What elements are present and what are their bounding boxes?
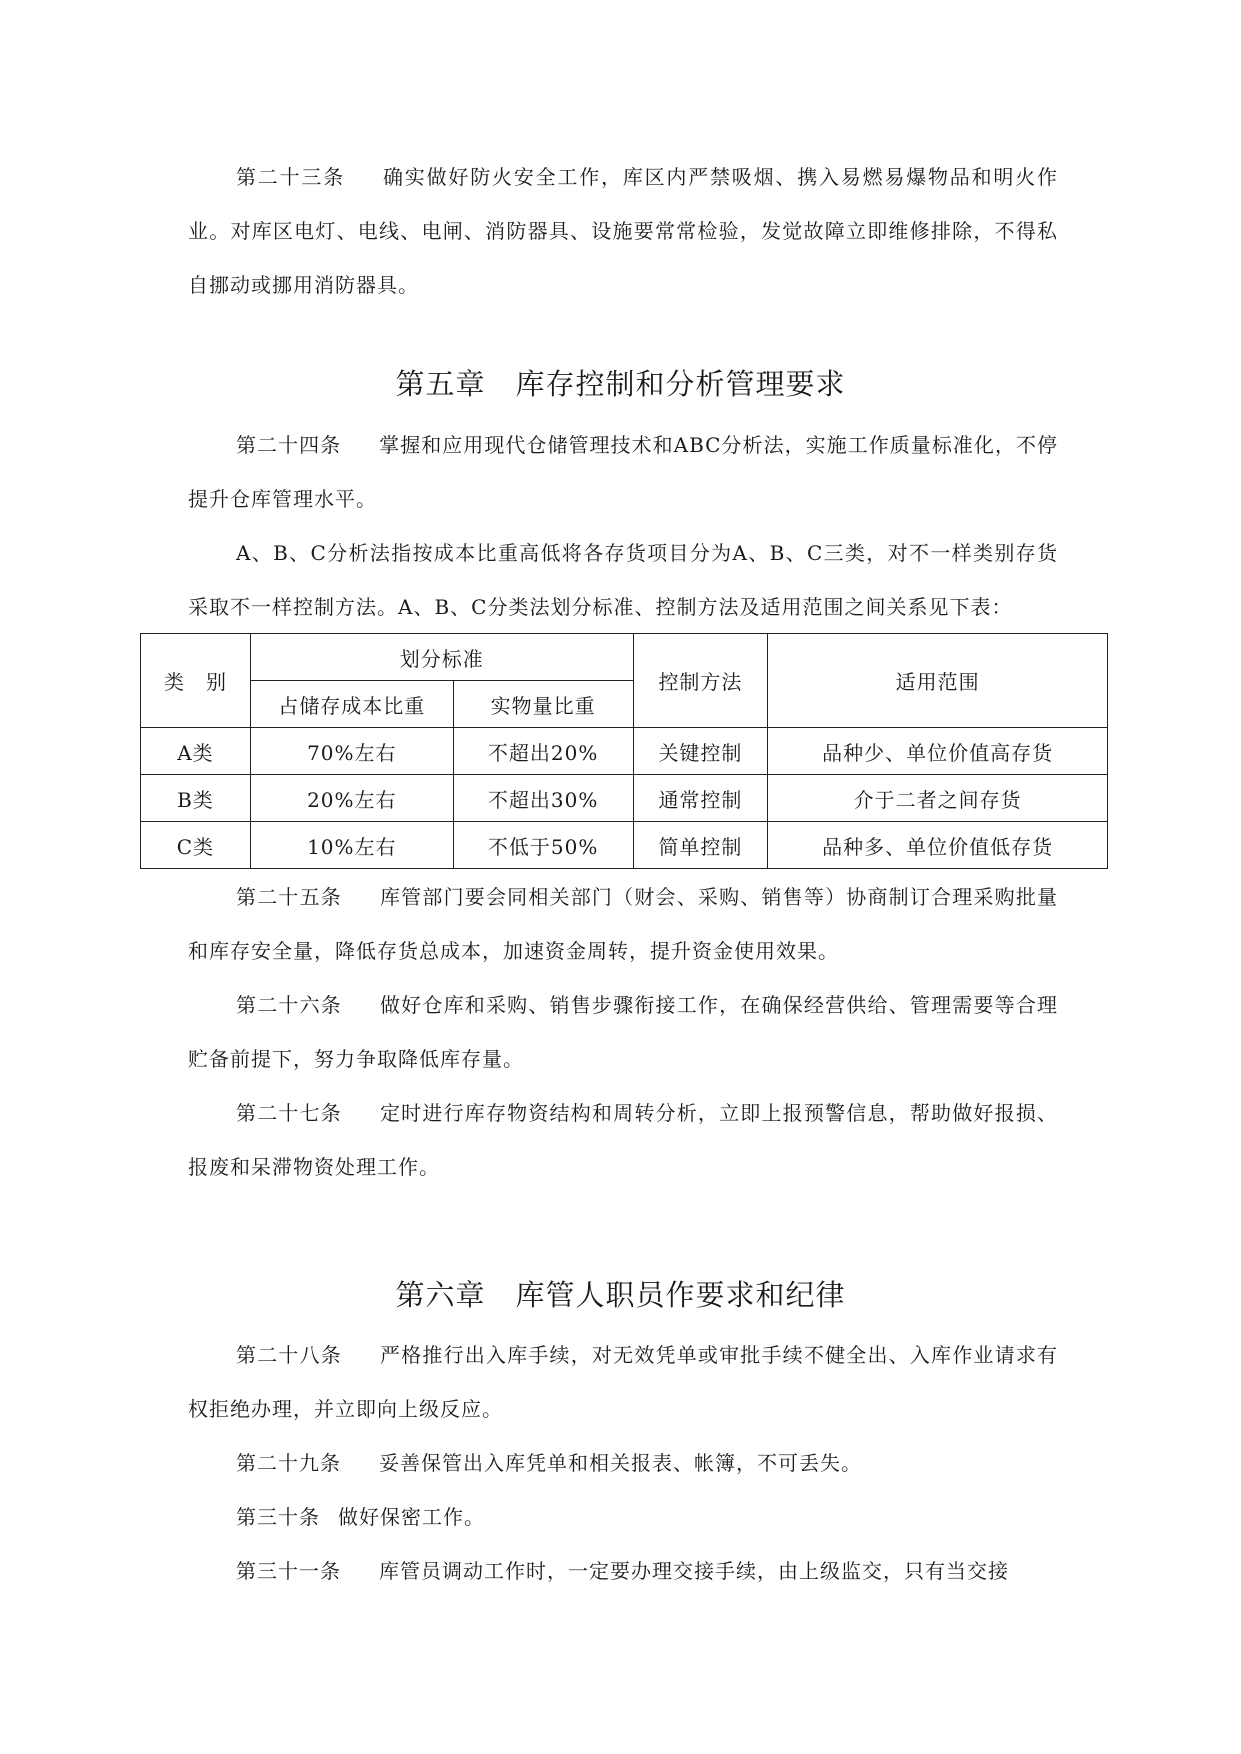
article-29 — [188, 1436, 1058, 1490]
article-text: 确实做好防火安全工作，库区内严禁吸烟、携入易燃易爆物品和明火作业。对库区电灯、电线、电闸、消防器具、设施要常常检验，发觉故障立即维修排除，不得私自挪动或挪用消防器具。 — [188, 165, 1058, 297]
article-text: 做好保密工作。 — [338, 1505, 485, 1529]
article-28 — [188, 1328, 1058, 1436]
abc-intro-paragraph: A、B、C分析法指按成本比重高低将各存货项目分为A、B、C三类，对不一样类别存货采取不一样控制方法。A、B、C分类法划分标准、控制方法及适用范围之间关系见下表： — [188, 541, 1058, 619]
article-number: 第二十九条 — [236, 1451, 341, 1475]
article-number: 第二十五条 — [236, 885, 342, 909]
cell-method: 简单控制 — [633, 822, 768, 869]
article-text: 做好仓库和采购、销售步骤衔接工作，在确保经营供给、管理需要等合理贮备前提下，努力争取降低库存量。 — [188, 993, 1059, 1071]
article-number: 第二十三条 — [236, 165, 345, 189]
cell-quantity-share: 不超出30% — [453, 775, 633, 822]
article-31 — [188, 1544, 1058, 1598]
header-method: 控制方法 — [633, 634, 768, 728]
article-24 — [188, 418, 1058, 526]
article-26 — [188, 978, 1058, 1086]
cell-method: 通常控制 — [633, 775, 768, 822]
article-text: 严格推行出入库手续，对无效凭单或审批手续不健全出、入库作业请求有权拒绝办理，并立即向上级反应。 — [188, 1343, 1059, 1421]
article-number: 第三十一条 — [236, 1559, 341, 1583]
header-criteria: 划分标准 — [250, 634, 633, 681]
cell-cost-share: 10%左右 — [250, 822, 453, 869]
table-row — [141, 775, 1108, 822]
article-text: 库管员调动工作时，一定要办理交接手续，由上级监交，只有当交接 — [379, 1559, 1009, 1583]
cell-scope: 品种多、单位价值低存货 — [768, 822, 1108, 869]
article-number: 第三十条 — [236, 1505, 320, 1529]
article-27 — [188, 1086, 1058, 1194]
article-number: 第二十七条 — [236, 1101, 342, 1125]
cell-category: C类 — [141, 822, 251, 869]
chapter-title: 库管人职员作要求和纪律 — [515, 1278, 846, 1312]
article-number: 第二十四条 — [236, 433, 342, 457]
header-category: 类 别 — [141, 634, 251, 728]
chapter-5-heading — [0, 362, 1241, 403]
cell-category: B类 — [141, 775, 251, 822]
header-scope: 适用范围 — [768, 634, 1108, 728]
article-text: 定时进行库存物资结构和周转分析，立即上报预警信息，帮助做好报损、报废和呆滞物资处理工作。 — [188, 1101, 1059, 1179]
chapter-number: 第六章 — [395, 1278, 486, 1312]
table-header-row — [141, 634, 1108, 681]
cell-cost-share: 20%左右 — [250, 775, 453, 822]
header-quantity-share: 实物量比重 — [453, 681, 633, 728]
table-row — [141, 822, 1108, 869]
article-25 — [188, 870, 1058, 978]
cell-method: 关键控制 — [633, 728, 768, 775]
article-23 — [188, 150, 1058, 312]
cell-cost-share: 70%左右 — [250, 728, 453, 775]
article-text: 库管部门要会同相关部门（财会、采购、销售等）协商制订合理采购批量和库存安全量，降低存货总成本，加速资金周转，提升资金使用效果。 — [188, 885, 1059, 963]
article-number: 第二十六条 — [236, 993, 342, 1017]
chapter-6-heading — [0, 1273, 1241, 1314]
cell-category: A类 — [141, 728, 251, 775]
cell-quantity-share: 不低于50% — [453, 822, 633, 869]
header-cost-share: 占储存成本比重 — [250, 681, 453, 728]
table-row — [141, 728, 1108, 775]
cell-quantity-share: 不超出20% — [453, 728, 633, 775]
article-30 — [188, 1490, 1058, 1544]
article-number: 第二十八条 — [236, 1343, 342, 1367]
chapter-number: 第五章 — [395, 367, 486, 401]
chapter-title: 库存控制和分析管理要求 — [515, 367, 846, 401]
abc-classification-table — [140, 633, 1108, 869]
article-text: 掌握和应用现代仓储管理技术和ABC分析法，实施工作质量标准化，不停提升仓库管理水平。 — [188, 433, 1058, 511]
cell-scope: 品种少、单位价值高存货 — [768, 728, 1108, 775]
article-text: 妥善保管出入库凭单和相关报表、帐簿，不可丢失。 — [379, 1451, 862, 1475]
cell-scope: 介于二者之间存货 — [768, 775, 1108, 822]
